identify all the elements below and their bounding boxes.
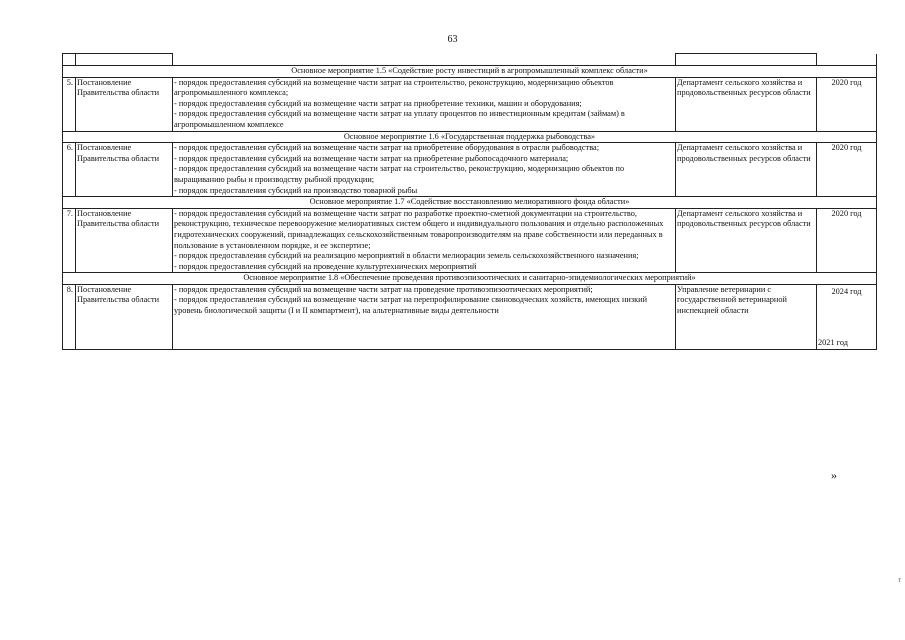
document-items: [173, 77, 676, 131]
table-row: [63, 143, 877, 197]
deadline-year: 2020 год: [817, 208, 877, 273]
row-number: 8.: [63, 284, 76, 349]
section-title: Основное мероприятие 1.7 «Содействие восстановлению мелиоративного фонда области»: [63, 197, 877, 209]
executor: Департамент сельского хозяйства и продовольственных ресурсов области: [676, 208, 817, 273]
table-header-stub: [63, 54, 877, 66]
section-heading: [63, 273, 877, 285]
page-number: 63: [447, 34, 458, 45]
closing-quote: »: [831, 468, 837, 482]
list-item: - порядок предоставления субсидий на возмещение части затрат на уплату процентов по инвестиционным кредитам (займам) в агропромышленном комплексе: [174, 109, 625, 129]
deadline-year: 2020 год: [817, 77, 877, 131]
stub-cell-executor: [676, 54, 817, 66]
executor: Департамент сельского хозяйства и продовольственных ресурсов области: [676, 143, 817, 197]
list-item: - порядок предоставления субсидий на проведение культуртехнических мероприятий: [174, 261, 477, 271]
list-item: - порядок предоставления субсидий на возмещение части затрат на приобретение техники, машин и оборудования;: [174, 98, 582, 108]
list-item: - порядок предоставления субсидий на возмещение части затрат по разработке проектно-сметной документации на строительство, реконструкцию, техническое перевооружение мелиоративных систем общего и индивидуального пользования и отдельно расположенных гидротехнических сооружений, принадлежащих сельскохозяйственным товаропроизводителям на праве собственности или переданных в пользование в установленном порядке, и ее экспертизе;: [174, 208, 664, 250]
list-item: - порядок предоставления субсидий на возмещение части затрат на проведение противоэпизоотических мероприятий;: [174, 284, 593, 294]
stub-cell-gap: [173, 54, 676, 66]
row-number: 7.: [63, 208, 76, 273]
table-row: [63, 284, 877, 349]
row-number: 5.: [63, 77, 76, 131]
stub-cell-num: [63, 54, 76, 66]
section-heading: [63, 66, 877, 78]
document-type: Постановление Правительства области: [76, 284, 173, 349]
stub-cell-year: [817, 54, 877, 66]
document-items: [173, 208, 676, 273]
deadline-year-alt: 2021 год: [818, 338, 848, 348]
stub-cell-doc: [76, 54, 173, 66]
document-items: [173, 284, 676, 349]
list-item: - порядок предоставления субсидий на возмещение части затрат на перепрофилирование свиноводческих хозяйств, имеющих низкий уровень биологической защиты (I и II компартмент), на альтернативные виды деятельности: [174, 295, 648, 316]
document-items: [173, 143, 676, 197]
section-heading: [63, 197, 877, 209]
section-title: Основное мероприятие 1.8 «Обеспечение проведения противоэпизоотических и санитарно-эпидемиологических мероприятий»: [63, 273, 877, 285]
document-type: Постановление Правительства области: [76, 143, 173, 197]
edge-mark: т: [898, 576, 902, 584]
deadline-year: 2024 год: [831, 286, 862, 296]
deadline-year-cell: [817, 284, 877, 349]
list-item: - порядок предоставления субсидий на возмещение части затрат на строительство, реконструкцию, модернизацию объектов агропромышленного комплекса;: [174, 77, 614, 98]
deadline-year: 2020 год: [817, 143, 877, 197]
section-title: Основное мероприятие 1.6 «Государственная поддержка рыбоводства»: [63, 131, 877, 143]
list-item: - порядок предоставления субсидий на реализацию мероприятий в области мелиорации земель сельскохозяйственного назначения;: [174, 251, 639, 261]
list-item: - порядок предоставления субсидий на возмещение части затрат на приобретение рыбопосадочного материала;: [174, 153, 569, 163]
row-number: 6.: [63, 143, 76, 197]
section-heading: [63, 131, 877, 143]
list-item: - порядок предоставления субсидий на возмещение части затрат на приобретение оборудования в отрасли рыбоводства;: [174, 143, 600, 153]
executor: Управление ветеринарии с государственной ветеринарной инспекцией области: [676, 284, 817, 349]
section-title: Основное мероприятие 1.5 «Содействие росту инвестиций в агропромышленный комплекс области»: [63, 66, 877, 78]
list-item: - порядок предоставления субсидий на производство товарной рыбы: [174, 185, 418, 195]
table-row: [63, 77, 877, 131]
table-row: [63, 208, 877, 273]
document-type: Постановление Правительства области: [76, 77, 173, 131]
executor: Департамент сельского хозяйства и продовольственных ресурсов области: [676, 77, 817, 131]
measures-table: [62, 53, 877, 350]
list-item: - порядок предоставления субсидий на возмещение части затрат на строительство, реконструкцию, модернизацию объектов по выращиванию рыбы и производству рыбной продукции;: [174, 164, 625, 184]
document-type: Постановление Правительства области: [76, 208, 173, 273]
